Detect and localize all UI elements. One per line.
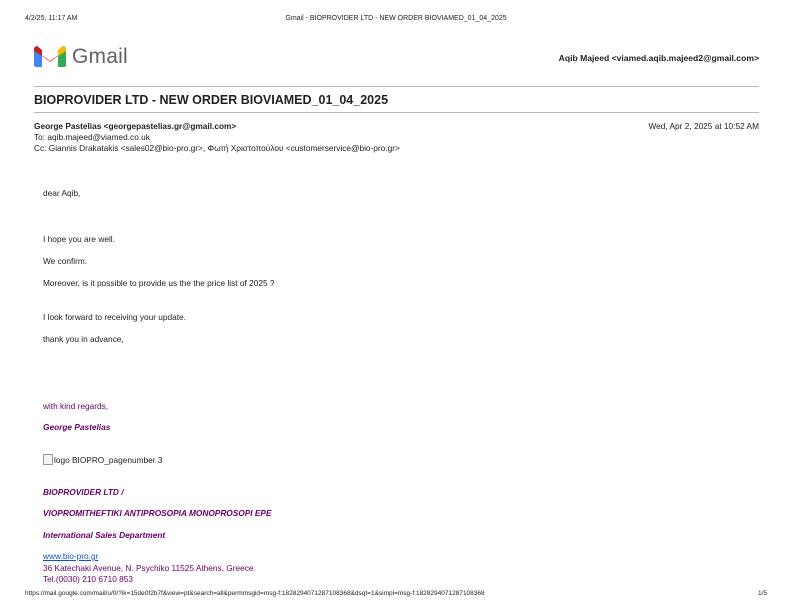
signature-name: George Pastelias — [43, 422, 111, 432]
print-header — [25, 15, 767, 27]
email-date: Wed, Apr 2, 2025 at 10:52 AM — [648, 121, 759, 131]
print-url: https://mail.google.com/mail/u/0/?ik=15de0f2b7f&view=pt&search=all&permmsgid=msg-f:1828294071287108368&dsqt=1&simpl=msg-f:1828294071287108368 — [25, 590, 485, 597]
gmail-wordmark: Gmail — [72, 45, 128, 68]
broken-image-icon — [43, 454, 53, 465]
gmail-m-icon — [34, 45, 66, 69]
body-greeting: dear Aqib, — [43, 188, 81, 198]
signature-logo — [43, 454, 162, 465]
email-to: To: aqib.majeed@viamed.co.uk — [34, 132, 150, 142]
print-footer — [25, 590, 767, 600]
body-line-5: thank you in advance, — [43, 334, 124, 344]
email-subject: BIOPROVIDER LTD - NEW ORDER BIOVIAMED_01_04_2025 — [34, 93, 389, 107]
signature-regards: with kind regards, — [43, 401, 109, 411]
account-email: Aqib Majeed <viamed.aqib.majeed2@gmail.com> — [558, 53, 759, 63]
email-from: George Pastelias <georgepastelias.gr@gmail.com> — [34, 121, 237, 131]
subject-divider — [34, 112, 759, 113]
signature-department: International Sales Department — [43, 530, 166, 540]
signature-company-greek: VIOPROMITHEFTIKI ANTIPROSOPIA MONOPROSOPI EPE — [43, 508, 272, 518]
body-line-3: Moreover, is it possible to provide us the the price list of 2025 ? — [43, 278, 275, 288]
print-page-number: 1/5 — [757, 590, 767, 597]
signature-company: BIOPROVIDER LTD / — [43, 487, 124, 497]
signature-tel: Tel.(0030) 210 6710 853 — [43, 574, 133, 584]
header-divider — [34, 86, 759, 87]
email-cc: Cc: Giannis Drakatakis <sales02@bio-pro.gr>, Φωτή Χριστοπούλου <customerservice@bio-pro.gr> — [34, 143, 400, 153]
signature-logo-alt: logo BIOPRO_pagenumber 3 — [54, 455, 163, 465]
body-line-4: I look forward to receiving your update. — [43, 312, 186, 322]
print-datetime: 4/2/25, 11:17 AM — [25, 15, 78, 22]
signature-address: 36 Katechaki Avenue, N. Psychiko 11525 Athens, Greece — [43, 563, 254, 573]
signature-website-link[interactable]: www.bio-pro.gr — [43, 551, 99, 561]
body-line-2: We confirm. — [43, 256, 88, 266]
print-title: Gmail - BIOPROVIDER LTD - NEW ORDER BIOVIAMED_01_04_2025 — [285, 15, 507, 22]
body-line-1: I hope you are well. — [43, 234, 115, 244]
